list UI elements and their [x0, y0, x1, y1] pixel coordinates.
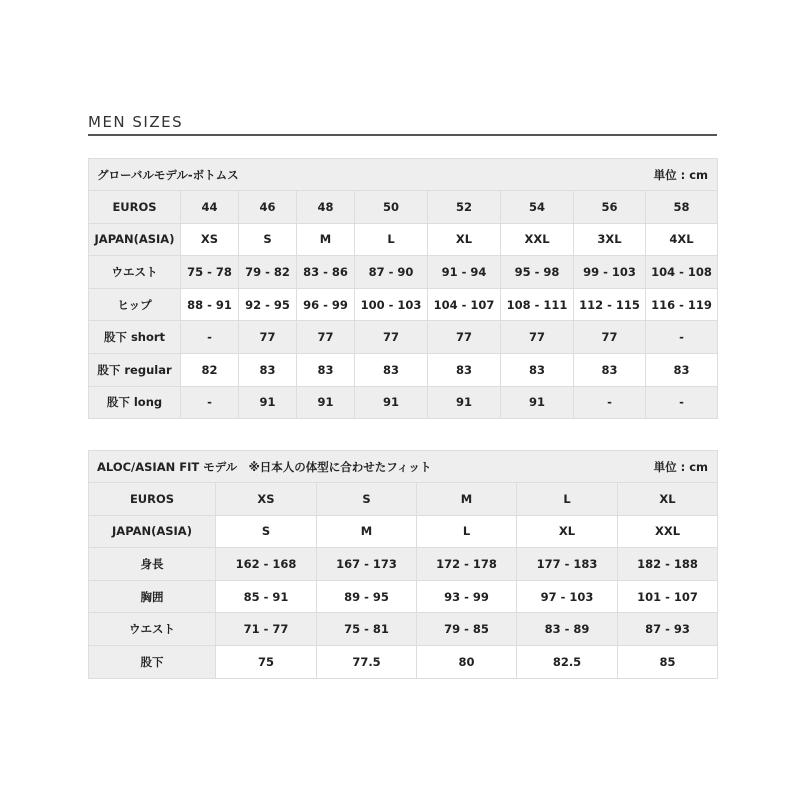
table-cell: 83 [501, 353, 574, 386]
table-row [89, 483, 718, 516]
table-cell: 50 [355, 191, 428, 224]
table-cell: 99 - 103 [574, 256, 646, 289]
row-label: JAPAN(ASIA) [89, 515, 216, 548]
table-cell: 93 - 99 [417, 580, 517, 613]
table-cell: - [646, 386, 718, 419]
row-label: 股下 long [89, 386, 181, 419]
table-cell: XXL [618, 515, 718, 548]
row-label: 股下 regular [89, 353, 181, 386]
row-label: EUROS [89, 483, 216, 516]
table-cell: 87 - 90 [355, 256, 428, 289]
table-row [89, 191, 718, 224]
row-label: EUROS [89, 191, 181, 224]
table-cell: 172 - 178 [417, 548, 517, 581]
table-cell: 80 [417, 645, 517, 678]
table-cell: 56 [574, 191, 646, 224]
table-cell: 75 [216, 645, 317, 678]
table-cell: - [646, 321, 718, 354]
table-cell: XL [618, 483, 718, 516]
table-cell: 52 [428, 191, 501, 224]
table-cell: 88 - 91 [181, 288, 239, 321]
table-cell: M [417, 483, 517, 516]
table-cell: - [574, 386, 646, 419]
table-cell: 3XL [574, 223, 646, 256]
global-bottoms-size-table [88, 158, 718, 419]
table-row [89, 321, 718, 354]
title-divider [88, 134, 717, 136]
table-cell: L [517, 483, 618, 516]
table-cell: 83 [428, 353, 501, 386]
table-cell: 77.5 [317, 645, 417, 678]
table-cell: XS [216, 483, 317, 516]
table-cell: 104 - 107 [428, 288, 501, 321]
table-cell: S [239, 223, 297, 256]
table-cell: 77 [501, 321, 574, 354]
table-row [89, 353, 718, 386]
row-label: ウエスト [89, 613, 216, 646]
table-cell: S [216, 515, 317, 548]
table-cell: 82 [181, 353, 239, 386]
table-cell: 97 - 103 [517, 580, 618, 613]
table-cell: 182 - 188 [618, 548, 718, 581]
table-row [89, 223, 718, 256]
table-cell: M [297, 223, 355, 256]
table-cell: 77 [428, 321, 501, 354]
table-cell: 44 [181, 191, 239, 224]
table-cell: 83 [297, 353, 355, 386]
table-cell: 77 [239, 321, 297, 354]
table-cell: 79 - 82 [239, 256, 297, 289]
table-cell: XXL [501, 223, 574, 256]
row-label: ウエスト [89, 256, 181, 289]
row-label: 身長 [89, 548, 216, 581]
table-cell: - [181, 386, 239, 419]
table-cell: 87 - 93 [618, 613, 718, 646]
table-cell: 85 - 91 [216, 580, 317, 613]
table-caption-row [89, 451, 718, 483]
page-title: MEN SIZES [88, 113, 184, 131]
table-cell: 48 [297, 191, 355, 224]
row-label: 胸囲 [89, 580, 216, 613]
table-cell: 91 [297, 386, 355, 419]
table-cell: 79 - 85 [417, 613, 517, 646]
table-cell: 83 [355, 353, 428, 386]
table-cell: 82.5 [517, 645, 618, 678]
table-row [89, 548, 718, 581]
row-label: 股下 short [89, 321, 181, 354]
table-row [89, 288, 718, 321]
asian-fit-size-table [88, 450, 718, 679]
table-cell: XL [517, 515, 618, 548]
table-cell: L [417, 515, 517, 548]
table-cell: 101 - 107 [618, 580, 718, 613]
row-label: ヒップ [89, 288, 181, 321]
table-cell: 116 - 119 [646, 288, 718, 321]
table-cell: 91 [501, 386, 574, 419]
table-cell: - [181, 321, 239, 354]
table-row [89, 645, 718, 678]
table-cell: 91 [355, 386, 428, 419]
table-row [89, 386, 718, 419]
row-label: 股下 [89, 645, 216, 678]
table-cell: 75 - 78 [181, 256, 239, 289]
table-cell: 167 - 173 [317, 548, 417, 581]
table-row [89, 580, 718, 613]
table-cell: 92 - 95 [239, 288, 297, 321]
table-cell: 91 [428, 386, 501, 419]
unit-label: 単位 : cm [653, 459, 709, 474]
table-cell: 91 - 94 [428, 256, 501, 289]
table-cell: 96 - 99 [297, 288, 355, 321]
table-cell: 108 - 111 [501, 288, 574, 321]
table-cell: S [317, 483, 417, 516]
table-cell: 54 [501, 191, 574, 224]
table-cell: 112 - 115 [574, 288, 646, 321]
table-cell: 85 [618, 645, 718, 678]
table-cell: 77 [355, 321, 428, 354]
row-label: JAPAN(ASIA) [89, 223, 181, 256]
table-cell: 162 - 168 [216, 548, 317, 581]
table-cell: 58 [646, 191, 718, 224]
table-caption-row [89, 159, 718, 191]
table-cell: 75 - 81 [317, 613, 417, 646]
table-cell: XS [181, 223, 239, 256]
table-cell: 77 [574, 321, 646, 354]
table-cell: 77 [297, 321, 355, 354]
table-cell: 83 - 89 [517, 613, 618, 646]
table-cell: XL [428, 223, 501, 256]
table-row [89, 256, 718, 289]
table-cell: 83 [574, 353, 646, 386]
table-cell: M [317, 515, 417, 548]
table-cell: 89 - 95 [317, 580, 417, 613]
table-row [89, 515, 718, 548]
table-cell: 91 [239, 386, 297, 419]
table-caption: グローバルモデル-ボトムス [97, 167, 239, 182]
table-cell: 95 - 98 [501, 256, 574, 289]
table-cell: 104 - 108 [646, 256, 718, 289]
table-cell: 83 - 86 [297, 256, 355, 289]
table-cell: 100 - 103 [355, 288, 428, 321]
table-cell: 83 [239, 353, 297, 386]
table-caption: ALOC/ASIAN FIT モデル ※日本人の体型に合わせたフィット [97, 459, 432, 474]
unit-label: 単位 : cm [653, 167, 708, 182]
table-cell: 46 [239, 191, 297, 224]
table-cell: 83 [646, 353, 718, 386]
table-cell: 4XL [646, 223, 718, 256]
table-cell: L [355, 223, 428, 256]
table-cell: 71 - 77 [216, 613, 317, 646]
table-cell: 177 - 183 [517, 548, 618, 581]
table-row [89, 613, 718, 646]
